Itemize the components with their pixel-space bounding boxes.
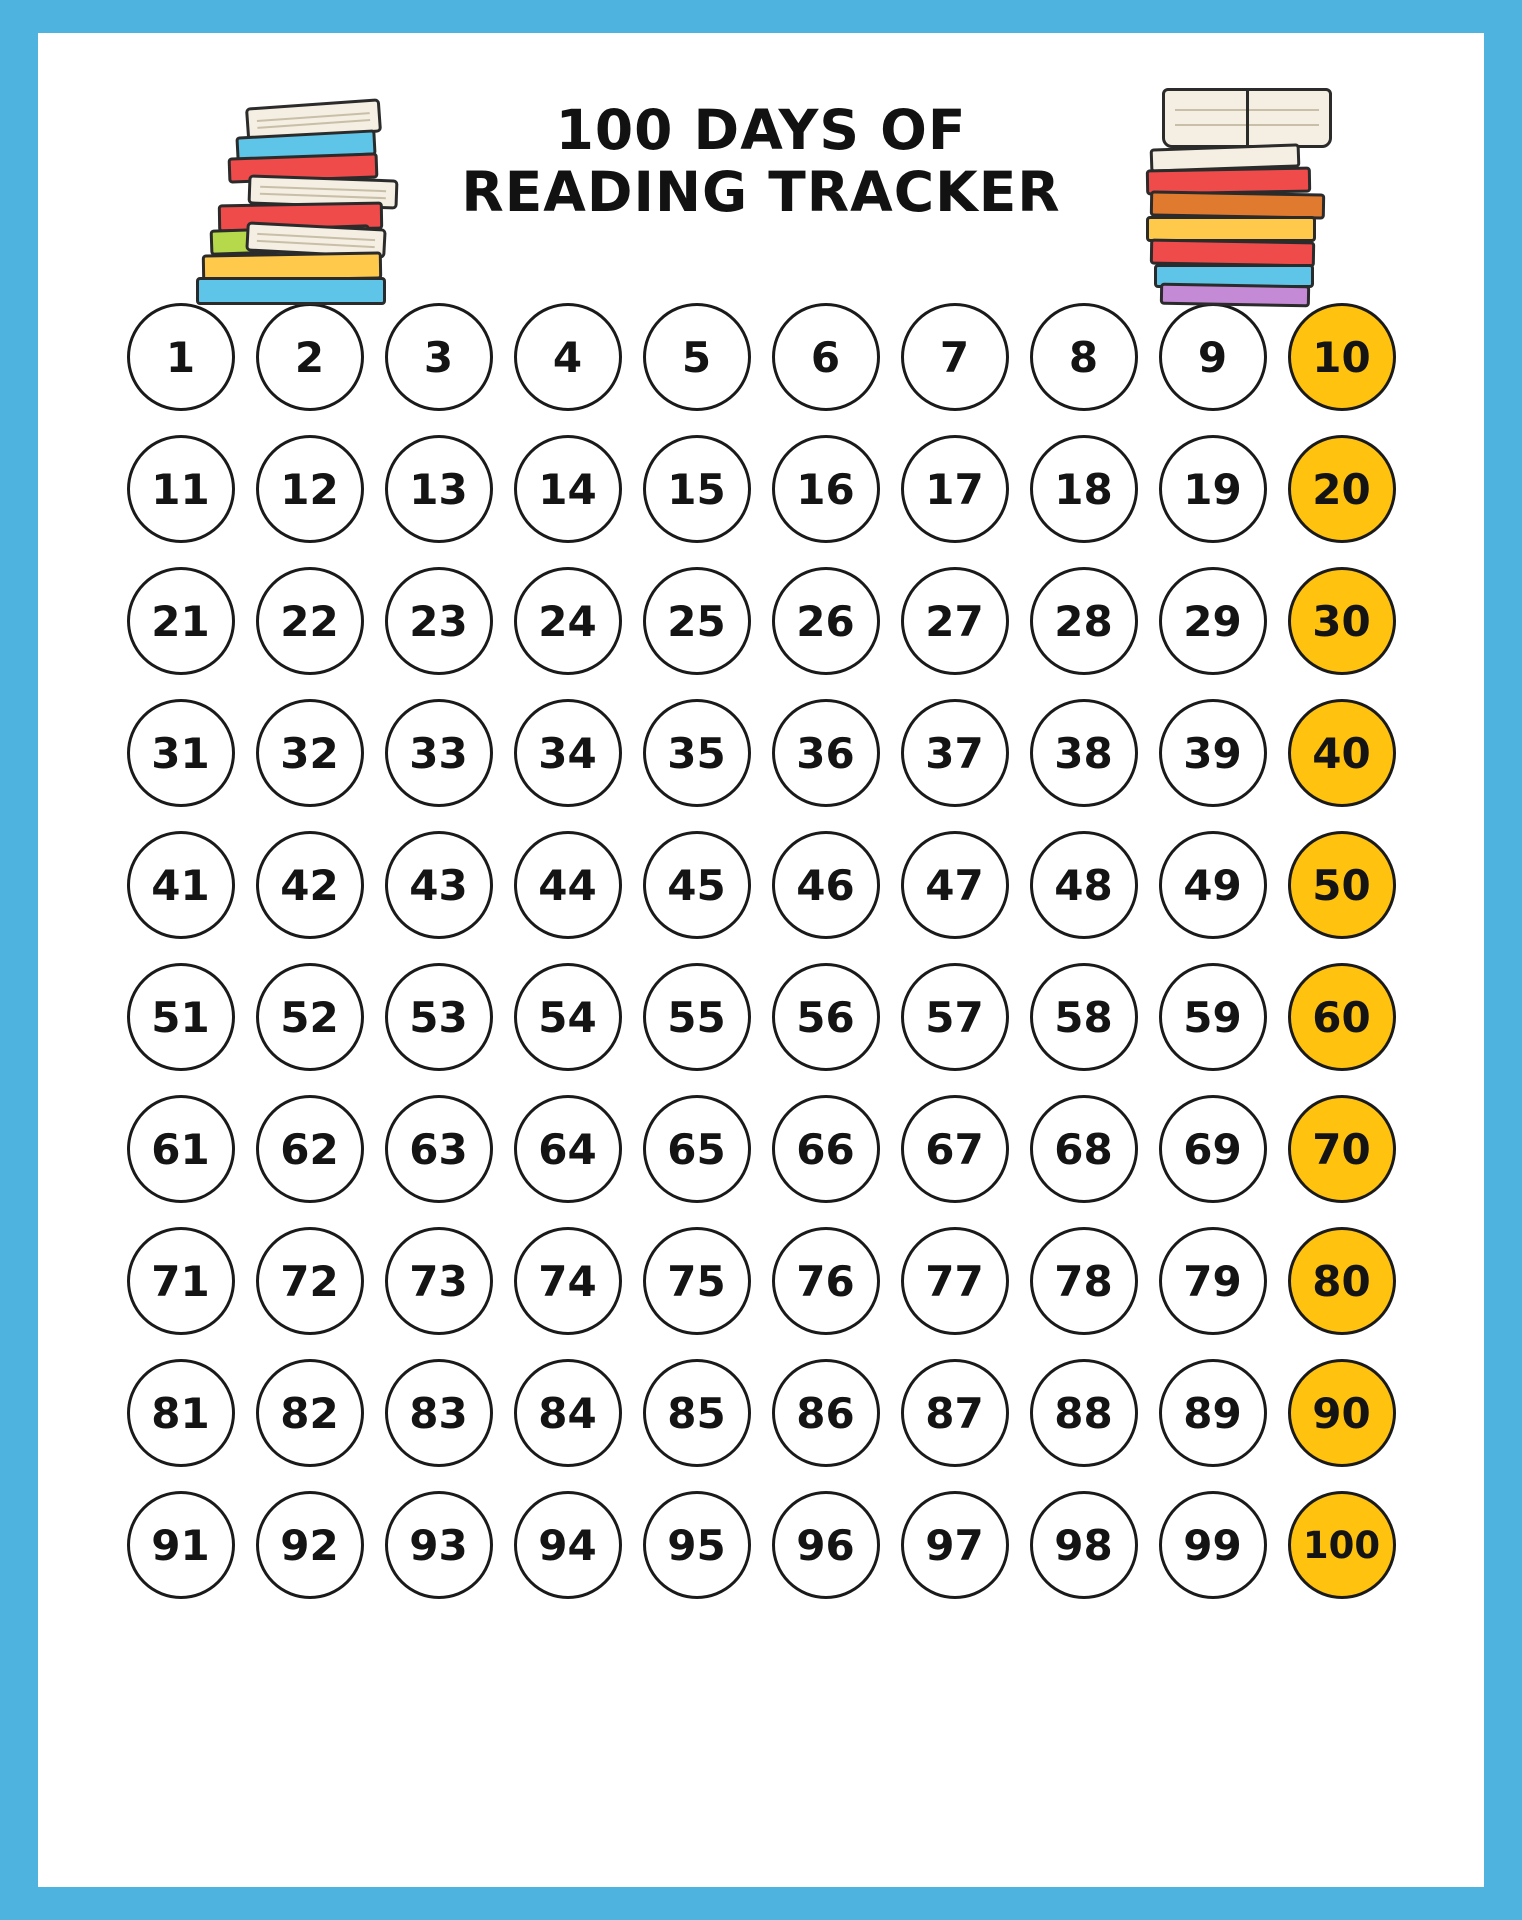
day-circle[interactable]: 16 [772,435,880,543]
day-circle[interactable]: 46 [772,831,880,939]
day-circle[interactable]: 72 [256,1227,364,1335]
day-circle[interactable]: 63 [385,1095,493,1203]
day-circle[interactable]: 35 [643,699,751,807]
day-circle[interactable]: 21 [127,567,235,675]
day-circle[interactable]: 81 [127,1359,235,1467]
day-circle[interactable]: 12 [256,435,364,543]
day-circle[interactable]: 53 [385,963,493,1071]
day-circle[interactable]: 55 [643,963,751,1071]
day-circle[interactable]: 70 [1288,1095,1396,1203]
day-circle[interactable]: 43 [385,831,493,939]
day-circle[interactable]: 90 [1288,1359,1396,1467]
day-circle[interactable]: 89 [1159,1359,1267,1467]
day-circle[interactable]: 79 [1159,1227,1267,1335]
day-circle[interactable]: 38 [1030,699,1138,807]
day-circle[interactable]: 67 [901,1095,1009,1203]
day-circle[interactable]: 25 [643,567,751,675]
book-stack-right-icon [1144,88,1359,303]
day-circle[interactable]: 48 [1030,831,1138,939]
day-circle[interactable]: 4 [514,303,622,411]
day-circle[interactable]: 24 [514,567,622,675]
day-circle[interactable]: 7 [901,303,1009,411]
day-circle[interactable]: 91 [127,1491,235,1599]
title-line-2: READING TRACKER [461,160,1061,224]
day-circle[interactable]: 47 [901,831,1009,939]
day-circle[interactable]: 62 [256,1095,364,1203]
day-circle[interactable]: 52 [256,963,364,1071]
tracker-page [38,33,1484,1887]
day-circle[interactable]: 97 [901,1491,1009,1599]
day-circle[interactable]: 3 [385,303,493,411]
day-circle[interactable]: 15 [643,435,751,543]
day-circle[interactable]: 5 [643,303,751,411]
day-circle[interactable]: 54 [514,963,622,1071]
day-circle[interactable]: 34 [514,699,622,807]
day-circle[interactable]: 14 [514,435,622,543]
day-circle[interactable]: 96 [772,1491,880,1599]
day-circle[interactable]: 76 [772,1227,880,1335]
day-circle[interactable]: 84 [514,1359,622,1467]
day-circle[interactable]: 30 [1288,567,1396,675]
day-circle[interactable]: 6 [772,303,880,411]
day-circle[interactable]: 29 [1159,567,1267,675]
title-line-1: 100 DAYS OF [555,98,967,163]
day-circle[interactable]: 78 [1030,1227,1138,1335]
day-circle[interactable]: 23 [385,567,493,675]
day-circle[interactable]: 27 [901,567,1009,675]
day-circle[interactable]: 73 [385,1227,493,1335]
day-circle[interactable]: 65 [643,1095,751,1203]
day-circle[interactable]: 2 [256,303,364,411]
day-circle[interactable]: 56 [772,963,880,1071]
day-circle[interactable]: 68 [1030,1095,1138,1203]
day-circle[interactable]: 59 [1159,963,1267,1071]
day-circle[interactable]: 36 [772,699,880,807]
day-circle[interactable]: 37 [901,699,1009,807]
day-circle[interactable]: 11 [127,435,235,543]
day-circle[interactable]: 87 [901,1359,1009,1467]
day-circle[interactable]: 50 [1288,831,1396,939]
day-circle[interactable]: 88 [1030,1359,1138,1467]
day-circle[interactable]: 45 [643,831,751,939]
day-circle[interactable]: 58 [1030,963,1138,1071]
day-circle[interactable]: 28 [1030,567,1138,675]
day-circle[interactable]: 10 [1288,303,1396,411]
day-circle[interactable]: 26 [772,567,880,675]
day-circle[interactable]: 83 [385,1359,493,1467]
day-circle[interactable]: 19 [1159,435,1267,543]
day-circle[interactable]: 64 [514,1095,622,1203]
day-circle[interactable]: 8 [1030,303,1138,411]
day-circle[interactable]: 95 [643,1491,751,1599]
day-circle[interactable]: 40 [1288,699,1396,807]
day-circle[interactable]: 94 [514,1491,622,1599]
day-circle[interactable]: 13 [385,435,493,543]
day-circle[interactable]: 86 [772,1359,880,1467]
page-header [38,33,1484,303]
day-circle[interactable]: 57 [901,963,1009,1071]
day-circle[interactable]: 33 [385,699,493,807]
day-circle[interactable]: 98 [1030,1491,1138,1599]
book-stack-left-icon [188,103,418,303]
day-circle[interactable]: 32 [256,699,364,807]
days-grid [116,303,1406,1599]
day-circle[interactable]: 17 [901,435,1009,543]
day-circle[interactable]: 100 [1288,1491,1396,1599]
day-circle[interactable]: 82 [256,1359,364,1467]
day-circle[interactable]: 93 [385,1491,493,1599]
day-circle[interactable]: 44 [514,831,622,939]
day-circle[interactable]: 39 [1159,699,1267,807]
day-circle[interactable]: 9 [1159,303,1267,411]
day-circle[interactable]: 22 [256,567,364,675]
day-circle[interactable]: 74 [514,1227,622,1335]
day-circle[interactable]: 51 [127,963,235,1071]
day-circle[interactable]: 42 [256,831,364,939]
day-circle[interactable]: 69 [1159,1095,1267,1203]
day-circle[interactable]: 60 [1288,963,1396,1071]
day-circle[interactable]: 85 [643,1359,751,1467]
day-circle[interactable]: 66 [772,1095,880,1203]
day-circle[interactable]: 49 [1159,831,1267,939]
day-circle[interactable]: 1 [127,303,235,411]
day-circle[interactable]: 92 [256,1491,364,1599]
day-circle[interactable]: 31 [127,699,235,807]
day-circle[interactable]: 71 [127,1227,235,1335]
day-circle[interactable]: 61 [127,1095,235,1203]
day-circle[interactable]: 41 [127,831,235,939]
day-circle[interactable]: 77 [901,1227,1009,1335]
day-circle[interactable]: 80 [1288,1227,1396,1335]
day-circle[interactable]: 20 [1288,435,1396,543]
page-title [461,100,1060,235]
day-circle[interactable]: 75 [643,1227,751,1335]
day-circle[interactable]: 99 [1159,1491,1267,1599]
day-circle[interactable]: 18 [1030,435,1138,543]
